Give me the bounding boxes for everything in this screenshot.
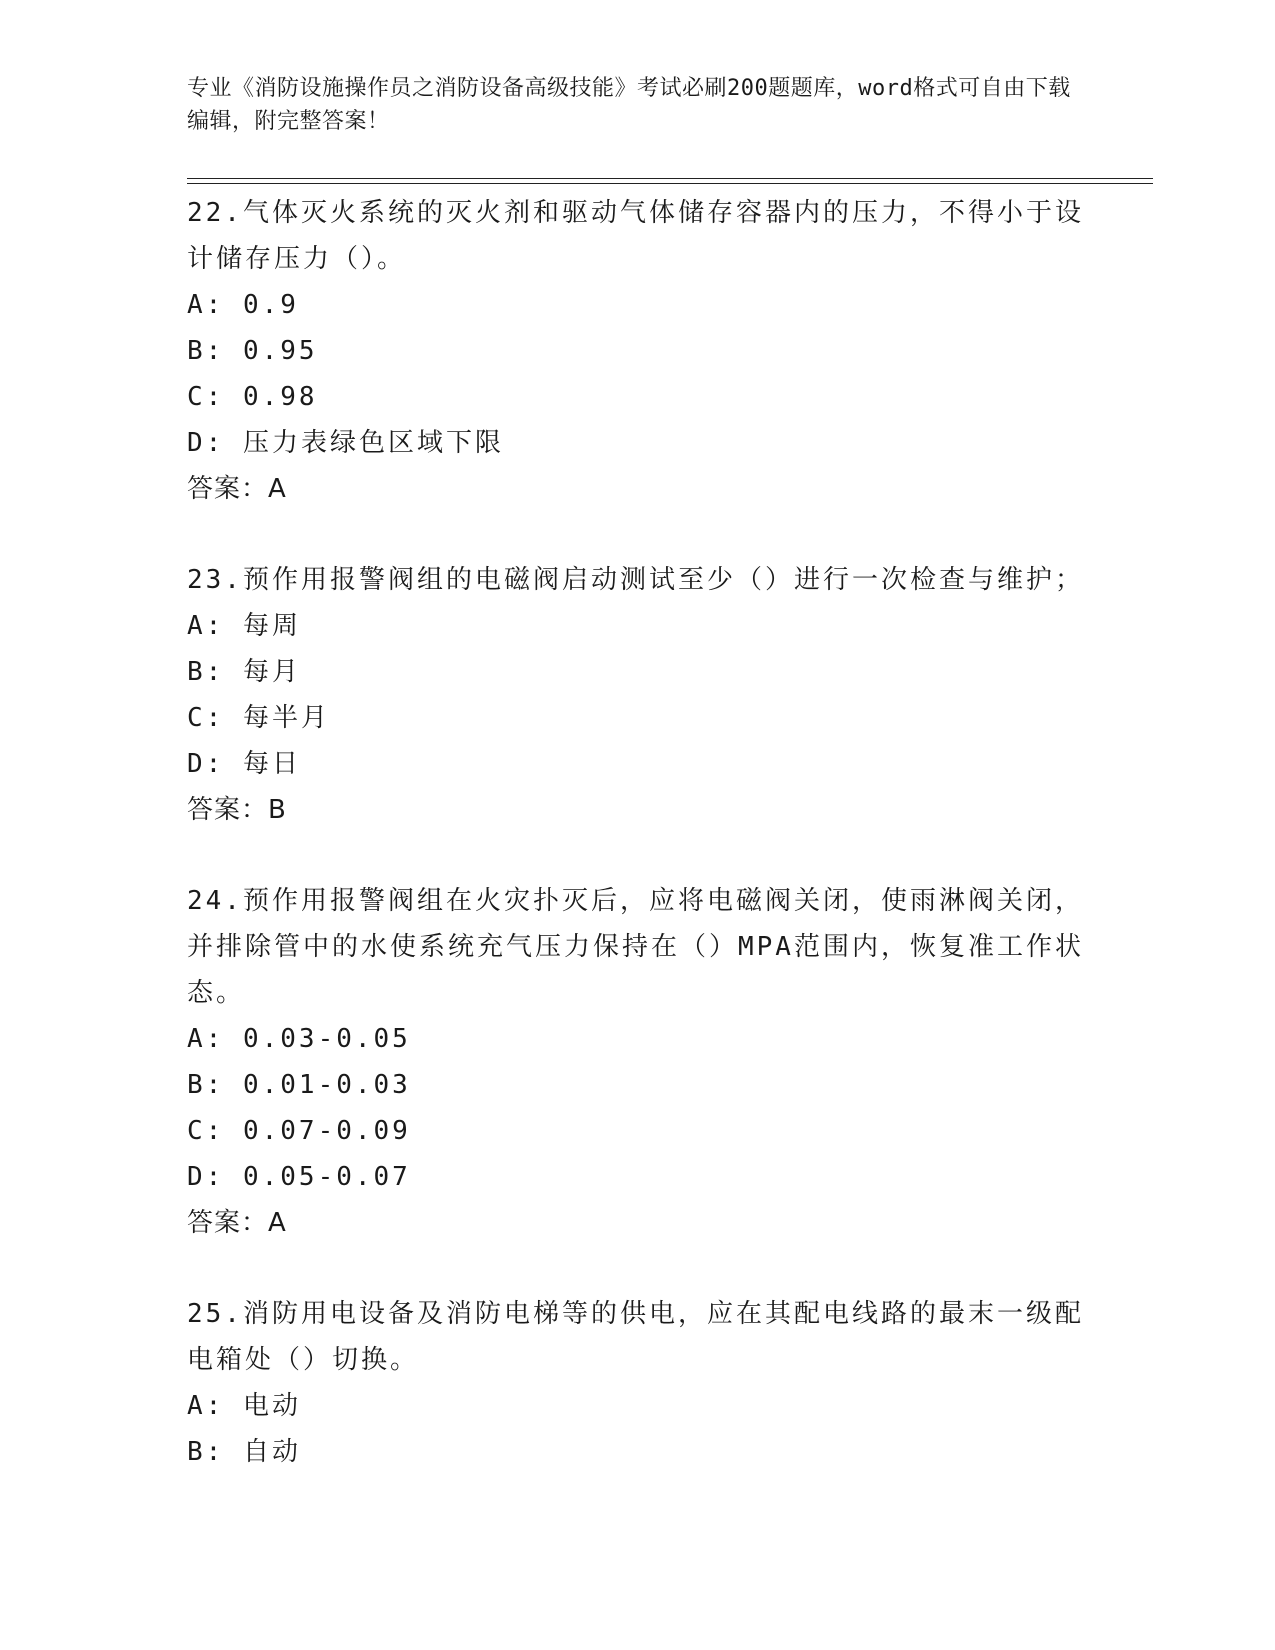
option-c: C: 每半月 [187, 703, 330, 733]
answer: 答案：A [187, 474, 287, 504]
option-a: A: 0.9 [187, 290, 299, 320]
option-d: D: 0.05-0.07 [187, 1162, 411, 1192]
option-c: C: 0.98 [187, 382, 318, 412]
option-b: B: 0.95 [187, 336, 318, 366]
option-a: A: 每周 [187, 611, 301, 641]
document-header: 专业《消防设施操作员之消防设备高级技能》考试必刷200题题库，word格式可自由下载编辑，附完整答案！ [187, 76, 1071, 134]
question-25 [187, 1291, 1087, 1475]
option-a: A: 0.03-0.05 [187, 1024, 411, 1054]
option-b: B: 0.01-0.03 [187, 1070, 411, 1100]
header-rule-bottom [187, 183, 1153, 184]
question-23 [187, 557, 1087, 833]
question-stem: 22.气体灭火系统的灭火剂和驱动气体储存容器内的压力，不得小于设计储存压力（）。 [187, 198, 1084, 274]
question-stem: 25.消防用电设备及消防电梯等的供电，应在其配电线路的最末一级配电箱处（）切换。 [187, 1299, 1084, 1375]
option-b: B: 每月 [187, 657, 301, 687]
question-24 [187, 878, 1087, 1246]
option-c: C: 0.07-0.09 [187, 1116, 411, 1146]
option-b: B: 自动 [187, 1437, 301, 1467]
question-22 [187, 190, 1087, 512]
option-a: A: 电动 [187, 1391, 301, 1421]
option-d: D: 每日 [187, 749, 301, 779]
question-list [187, 190, 1087, 1520]
option-d: D: 压力表绿色区域下限 [187, 428, 504, 458]
answer: 答案：A [187, 1208, 287, 1238]
question-stem: 24.预作用报警阀组在火灾扑灭后，应将电磁阀关闭，使雨淋阀关闭，并排除管中的水使系统充气压力保持在（）MPA范围内，恢复准工作状态。 [187, 886, 1084, 1008]
question-stem: 23.预作用报警阀组的电磁阀启动测试至少（）进行一次检查与维护； [187, 565, 1084, 595]
answer: 答案：B [187, 795, 287, 825]
header-rule-top [187, 178, 1153, 179]
